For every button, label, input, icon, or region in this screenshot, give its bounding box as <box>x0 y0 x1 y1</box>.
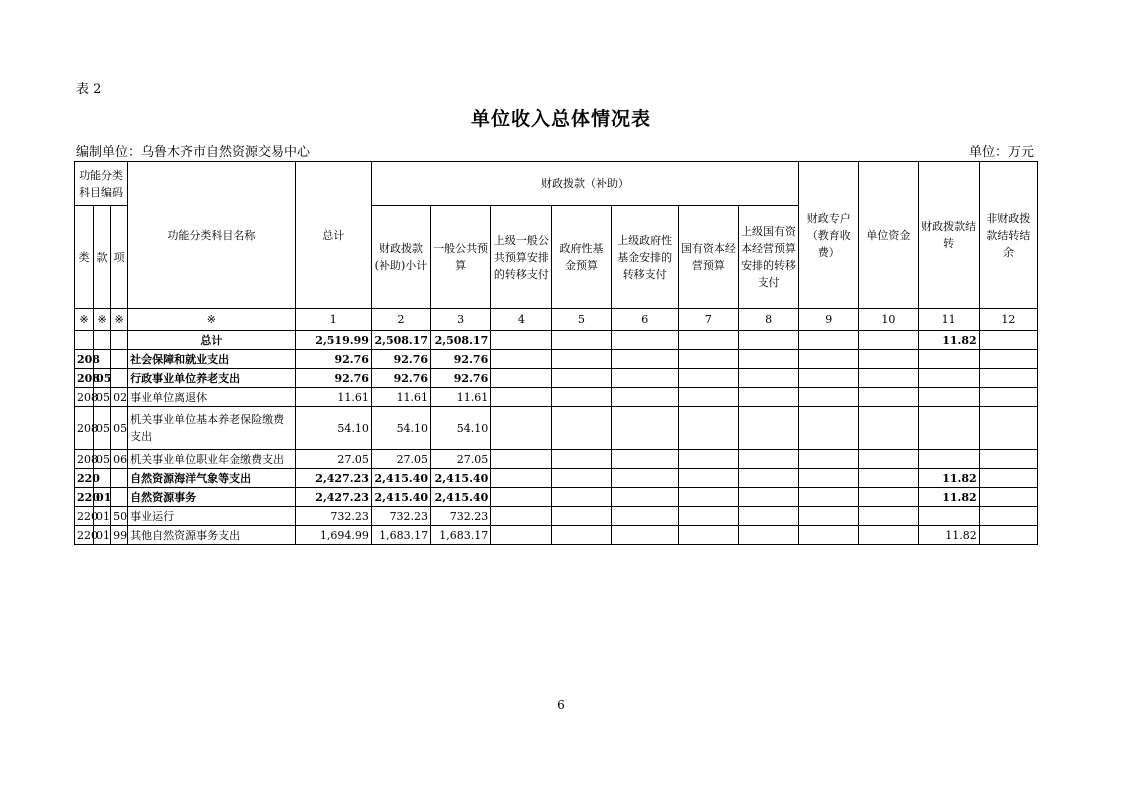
general-budget-value: 2,508.17 <box>431 331 491 350</box>
empty-cell <box>611 488 678 507</box>
empty-cell <box>552 507 611 526</box>
empty-cell <box>552 450 611 469</box>
income-table <box>74 161 1038 545</box>
fiscal-carry-value: 11.82 <box>918 331 979 350</box>
table-row <box>75 507 1038 526</box>
page-number: 6 <box>557 698 565 712</box>
class-code: 208 <box>75 388 94 407</box>
empty-cell <box>678 350 738 369</box>
xiang-code: 99 <box>111 526 128 545</box>
header-nonfiscal-carry: 非财政拨款结转结余 <box>979 162 1037 309</box>
general-budget-value: 11.61 <box>431 388 491 407</box>
empty-cell <box>799 507 859 526</box>
empty-cell <box>491 369 552 388</box>
total-value: 92.76 <box>295 369 371 388</box>
fiscal-carry-value <box>918 450 979 469</box>
header-kuan: 款 <box>94 206 111 309</box>
empty-cell <box>979 450 1037 469</box>
header-upper-gov-fund-transfer: 上级政府性基金安排的转移支付 <box>611 206 678 309</box>
kuan-code <box>94 331 111 350</box>
empty-cell <box>611 369 678 388</box>
header-fiscal-subtotal: 财政拨款(补助)小计 <box>371 206 430 309</box>
empty-cell <box>678 369 738 388</box>
item-name: 社会保障和就业支出 <box>128 350 296 369</box>
fiscal-carry-value: 11.82 <box>918 488 979 507</box>
empty-cell <box>738 331 798 350</box>
empty-cell <box>859 369 918 388</box>
empty-cell <box>799 450 859 469</box>
kuan-code: 01 <box>94 526 111 545</box>
class-code: 208 <box>75 369 94 388</box>
empty-cell <box>799 388 859 407</box>
empty-cell <box>611 350 678 369</box>
xiang-code: 50 <box>111 507 128 526</box>
empty-cell <box>859 488 918 507</box>
fiscal-carry-value: 11.82 <box>918 526 979 545</box>
empty-cell <box>979 350 1037 369</box>
empty-cell <box>859 331 918 350</box>
fiscal-subtotal-value: 92.76 <box>371 350 430 369</box>
header-state-capital: 国有资本经营预算 <box>678 206 738 309</box>
total-value: 92.76 <box>295 350 371 369</box>
index-cell: 7 <box>678 309 738 331</box>
empty-cell <box>678 507 738 526</box>
empty-cell <box>738 369 798 388</box>
kuan-code: 05 <box>94 388 111 407</box>
empty-cell <box>799 331 859 350</box>
item-name: 自然资源事务 <box>128 488 296 507</box>
item-name: 总计 <box>128 331 296 350</box>
empty-cell <box>738 526 798 545</box>
kuan-code: 05 <box>94 369 111 388</box>
empty-cell <box>552 407 611 450</box>
fiscal-subtotal-value: 92.76 <box>371 369 430 388</box>
empty-cell <box>491 331 552 350</box>
empty-cell <box>678 450 738 469</box>
xiang-code: 02 <box>111 388 128 407</box>
index-cell: 1 <box>295 309 371 331</box>
kuan-code: 05 <box>94 407 111 450</box>
general-budget-value: 27.05 <box>431 450 491 469</box>
index-cell: ※ <box>75 309 94 331</box>
empty-cell <box>979 407 1037 450</box>
table-row <box>75 469 1038 488</box>
table-row <box>75 526 1038 545</box>
empty-cell <box>799 350 859 369</box>
table-row <box>75 488 1038 507</box>
empty-cell <box>552 469 611 488</box>
empty-cell <box>979 507 1037 526</box>
header-upper-state-capital-transfer: 上级国有资本经营预算安排的转移支付 <box>738 206 798 309</box>
empty-cell <box>552 369 611 388</box>
item-name: 机关事业单位职业年金缴费支出 <box>128 450 296 469</box>
empty-cell <box>611 450 678 469</box>
index-cell: 6 <box>611 309 678 331</box>
xiang-code <box>111 488 128 507</box>
empty-cell <box>491 507 552 526</box>
index-cell: 5 <box>552 309 611 331</box>
total-value: 2,427.23 <box>295 469 371 488</box>
index-cell: 9 <box>799 309 859 331</box>
fiscal-carry-value <box>918 369 979 388</box>
empty-cell <box>738 388 798 407</box>
empty-cell <box>552 350 611 369</box>
general-budget-value: 92.76 <box>431 369 491 388</box>
total-value: 1,694.99 <box>295 526 371 545</box>
header-fiscal-carry: 财政拨款结转 <box>918 162 979 309</box>
empty-cell <box>678 488 738 507</box>
header-fiscal-group: 财政拨款（补助） <box>371 162 798 206</box>
general-budget-value: 92.76 <box>431 350 491 369</box>
empty-cell <box>552 526 611 545</box>
index-cell: 12 <box>979 309 1037 331</box>
empty-cell <box>859 507 918 526</box>
empty-cell <box>611 507 678 526</box>
empty-cell <box>552 488 611 507</box>
total-value: 2,427.23 <box>295 488 371 507</box>
header-total: 总计 <box>295 162 371 309</box>
item-name: 机关事业单位基本养老保险缴费支出 <box>128 407 296 450</box>
class-code: 220 <box>75 507 94 526</box>
empty-cell <box>611 331 678 350</box>
table-row <box>75 350 1038 369</box>
empty-cell <box>491 488 552 507</box>
empty-cell <box>799 469 859 488</box>
empty-cell <box>799 488 859 507</box>
empty-cell <box>678 388 738 407</box>
empty-cell <box>491 526 552 545</box>
item-name: 自然资源海洋气象等支出 <box>128 469 296 488</box>
item-name: 行政事业单位养老支出 <box>128 369 296 388</box>
class-code: 220 <box>75 469 94 488</box>
xiang-code <box>111 350 128 369</box>
empty-cell <box>979 488 1037 507</box>
class-code: 208 <box>75 407 94 450</box>
empty-cell <box>859 450 918 469</box>
general-budget-value: 2,415.40 <box>431 469 491 488</box>
total-value: 2,519.99 <box>295 331 371 350</box>
empty-cell <box>678 407 738 450</box>
empty-cell <box>491 450 552 469</box>
empty-cell <box>611 469 678 488</box>
index-cell: 3 <box>431 309 491 331</box>
fiscal-carry-value <box>918 388 979 407</box>
xiang-code <box>111 469 128 488</box>
fiscal-carry-value <box>918 507 979 526</box>
table-row <box>75 388 1038 407</box>
class-code: 208 <box>75 450 94 469</box>
index-cell: ※ <box>94 309 111 331</box>
empty-cell <box>799 526 859 545</box>
fiscal-subtotal-value: 54.10 <box>371 407 430 450</box>
column-index-row <box>75 309 1038 331</box>
empty-cell <box>611 388 678 407</box>
table-row <box>75 331 1038 350</box>
fiscal-subtotal-value: 732.23 <box>371 507 430 526</box>
xiang-code <box>111 369 128 388</box>
general-budget-value: 732.23 <box>431 507 491 526</box>
header-unit-fund: 单位资金 <box>859 162 918 309</box>
header-upper-general-transfer: 上级一般公共预算安排的转移支付 <box>491 206 552 309</box>
empty-cell <box>979 526 1037 545</box>
fiscal-carry-value <box>918 350 979 369</box>
empty-cell <box>611 407 678 450</box>
empty-cell <box>859 388 918 407</box>
empty-cell <box>491 388 552 407</box>
empty-cell <box>552 331 611 350</box>
empty-cell <box>979 369 1037 388</box>
fiscal-subtotal-value: 2,508.17 <box>371 331 430 350</box>
header-xiang: 项 <box>111 206 128 309</box>
fiscal-subtotal-value: 2,415.40 <box>371 488 430 507</box>
index-cell: 2 <box>371 309 430 331</box>
fiscal-subtotal-value: 2,415.40 <box>371 469 430 488</box>
empty-cell <box>491 469 552 488</box>
empty-cell <box>799 369 859 388</box>
header-fiscal-special: 财政专户（教育收费） <box>799 162 859 309</box>
empty-cell <box>859 469 918 488</box>
class-code: 220 <box>75 488 94 507</box>
kuan-code: 01 <box>94 507 111 526</box>
fiscal-subtotal-value: 11.61 <box>371 388 430 407</box>
table-body <box>75 331 1038 545</box>
fiscal-carry-value <box>918 407 979 450</box>
empty-cell <box>979 331 1037 350</box>
currency-unit: 单位：万元 <box>968 145 1034 160</box>
empty-cell <box>979 388 1037 407</box>
empty-cell <box>979 469 1037 488</box>
xiang-code: 05 <box>111 407 128 450</box>
empty-cell <box>678 526 738 545</box>
header-gov-fund: 政府性基金预算 <box>552 206 611 309</box>
xiang-code: 06 <box>111 450 128 469</box>
empty-cell <box>738 407 798 450</box>
class-code <box>75 331 94 350</box>
empty-cell <box>552 388 611 407</box>
empty-cell <box>799 407 859 450</box>
empty-cell <box>738 350 798 369</box>
empty-cell <box>859 526 918 545</box>
empty-cell <box>859 350 918 369</box>
index-cell: ※ <box>128 309 296 331</box>
index-cell: 10 <box>859 309 918 331</box>
class-code: 220 <box>75 526 94 545</box>
total-value: 27.05 <box>295 450 371 469</box>
empty-cell <box>859 407 918 450</box>
empty-cell <box>738 450 798 469</box>
empty-cell <box>738 469 798 488</box>
empty-cell <box>738 507 798 526</box>
header-class: 类 <box>75 206 94 309</box>
table-row <box>75 369 1038 388</box>
general-budget-value: 1,683.17 <box>431 526 491 545</box>
table-row <box>75 450 1038 469</box>
compiling-unit: 编制单位：乌鲁木齐市自然资源交易中心 <box>76 145 311 160</box>
kuan-code: 01 <box>94 488 111 507</box>
class-code: 208 <box>75 350 94 369</box>
header-func-code: 功能分类科目编码 <box>75 162 128 206</box>
total-value: 11.61 <box>295 388 371 407</box>
general-budget-value: 54.10 <box>431 407 491 450</box>
total-value: 54.10 <box>295 407 371 450</box>
index-cell: 11 <box>918 309 979 331</box>
total-value: 732.23 <box>295 507 371 526</box>
header-func-name: 功能分类科目名称 <box>128 162 296 309</box>
index-cell: ※ <box>111 309 128 331</box>
general-budget-value: 2,415.40 <box>431 488 491 507</box>
fiscal-carry-value: 11.82 <box>918 469 979 488</box>
header-general-budget: 一般公共预算 <box>431 206 491 309</box>
table-label: 表 2 <box>76 82 102 97</box>
empty-cell <box>491 350 552 369</box>
empty-cell <box>678 331 738 350</box>
item-name: 其他自然资源事务支出 <box>128 526 296 545</box>
fiscal-subtotal-value: 1,683.17 <box>371 526 430 545</box>
empty-cell <box>491 407 552 450</box>
item-name: 事业单位离退休 <box>128 388 296 407</box>
page-title: 单位收入总体情况表 <box>470 108 651 130</box>
xiang-code <box>111 331 128 350</box>
index-cell: 8 <box>738 309 798 331</box>
kuan-code: 05 <box>94 450 111 469</box>
empty-cell <box>738 488 798 507</box>
fiscal-subtotal-value: 27.05 <box>371 450 430 469</box>
empty-cell <box>611 526 678 545</box>
empty-cell <box>678 469 738 488</box>
index-cell: 4 <box>491 309 552 331</box>
table-row <box>75 407 1038 450</box>
item-name: 事业运行 <box>128 507 296 526</box>
